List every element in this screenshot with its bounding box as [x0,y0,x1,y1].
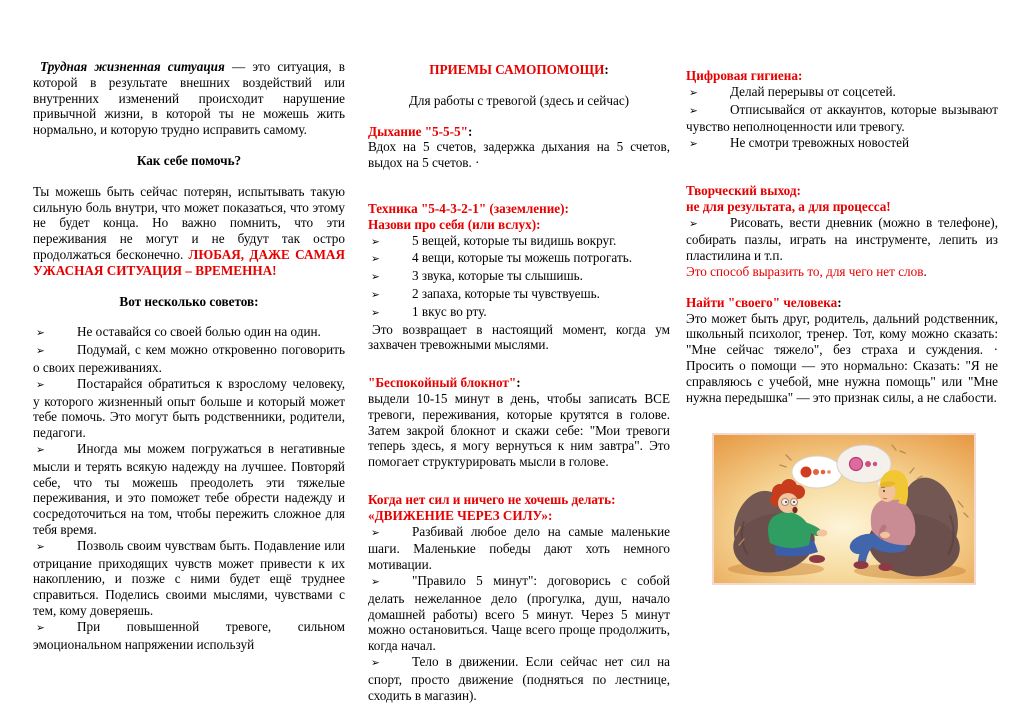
list-item [33,538,345,619]
creative-heading-line2: не для результата, а для процесса! [686,198,891,214]
paragraph-feelings [33,184,345,279]
page-subtitle: Для работы с тревогой (здесь и сейчас) [408,92,630,108]
person-heading [686,295,998,311]
column-middle [368,59,670,703]
bullet-arrow-icon: ➢ [689,104,698,117]
tip-text: Подумай, с кем можно откровенно поговорить о своих переживаниях. [33,342,345,375]
list-item [368,654,670,703]
paragraph-feelings-text: Ты можешь быть сейчас потерян, испытывать такую сильную боль внутри, что может показаться, что этому не будет конца. Но важно помнить, что эти переживания не могут и не будут так остро продолжаться бесконечно. [33,183,345,262]
list-item [368,233,670,251]
person-heading-red: Найти "своего" человека [686,294,838,310]
person-heading-colon: : [837,294,842,310]
creative-note-red: Это способ выразить то, для чего нет слов [686,263,924,279]
movement-item: Разбивай любое дело на самые маленькие шаги. Маленькие победы дают хоть немного мотивации. [368,523,670,573]
heading-tips: Вот несколько советов: [119,293,259,309]
breathing-heading-red: Дыхание "5-5-5" [368,123,468,139]
intro-paragraph [33,59,345,138]
tip-text: Не оставайся со своей болью один на один. [77,324,321,340]
section-find-your-person [686,295,998,406]
column-right [686,59,998,703]
list-item [33,376,345,441]
movement-heading-line2: «ДВИЖЕНИЕ ЧЕРЕЗ СИЛУ»: [368,507,553,523]
grounding-note: Это возвращает в настоящий момент, когда ум захвачен тревожными мыслями. [368,321,670,353]
list-item [368,268,670,286]
section-digital-hygiene [686,68,998,153]
bullet-arrow-icon: ➢ [36,327,45,340]
list-item [33,441,345,538]
breathing-heading [368,124,670,140]
digital-heading: Цифровая гигиена: [686,68,803,83]
illustration-two-people-talking [712,433,976,585]
section-movement [368,492,670,703]
bullet-arrow-icon: ➢ [371,271,380,284]
bullet-arrow-icon: ➢ [689,138,698,151]
bullet-arrow-icon: ➢ [371,306,380,319]
page-title [368,62,670,78]
movement-item: Тело в движении. Если сейчас нет сил на спорт, просто движение (подняться по лестнице, сходить в магазин). [368,653,670,703]
bullet-arrow-icon: ➢ [371,526,380,539]
grounding-heading-line1: Техника "5-4-3-2-1" (заземление): [368,200,569,216]
bullet-arrow-icon: ➢ [36,345,45,358]
intro-definition: — это ситуация, в которой в результате внешних воздействий или внутренних изменений происходит нарушение привычной жизни, в которой ты не можешь жить нормально, и которую трудно исправить самому. [33,59,345,138]
grounding-item: 1 вкус во рту. [412,303,487,319]
tip-text: Иногда мы можем погружаться в негативные мысли и терять всякую надежду на лучшее. Повторяй себе, что ты можешь преодолеть эти тяжелые переживания, и это поможет тебе обрести надежду и сосредоточиться на том, чтобы пережить сложное для тебя время. [33,440,345,537]
tips-list [33,324,345,652]
list-item [686,135,998,153]
notebook-body: выдели 10-15 минут в день, чтобы записать ВСЕ тревоги, переживания, которые крутятся в голове. Затем закрой блокнот и скажи себе: "Мои тревоги теперь здесь, я могу вернуться к ним завтра". Это помогает структурировать мысли в голове. [368,390,670,470]
bullet-arrow-icon: ➢ [36,621,45,634]
grounding-item: 3 звука, которые ты слышишь. [412,268,583,284]
page-title-colon: : [604,62,609,77]
notebook-heading-colon: : [516,375,521,391]
intro-lead-term: Трудная жизненная ситуация [40,59,225,74]
tip-text: При повышенной тревоге, сильном эмоциональном напряжении используй [33,618,345,652]
movement-item: "Правило 5 минут": договорись с собой делать нежеланное дело (прогулка, душ, начало домашней работы) всего 5 минут. Через 5 минут можно остановиться. Чаще всего проще продолжить, когда начал. [368,572,670,654]
bullet-arrow-icon: ➢ [36,540,45,553]
notebook-heading-red: "Беспокойный блокнот" [368,375,517,391]
heading-how-to-help: Как себе помочь? [136,152,242,168]
section-breathing [368,124,670,171]
list-item [368,524,670,573]
section-grounding [368,201,670,353]
bullet-arrow-icon: ➢ [371,253,380,266]
digital-item: Делай перерывы от соцсетей. [730,83,896,99]
grounding-item: 5 вещей, которые ты видишь вокруг. [412,232,617,248]
creative-note [686,264,998,280]
list-item [33,324,345,342]
list-item [368,304,670,322]
notebook-heading [368,375,670,391]
tip-text: Позволь своим чувствам быть. Подавление или отрицание приходящих чувств может привести к их накоплению, и позже с ними будет ещё труднее справиться. Поделись своими мыслями, чувствами с тем, кому доверяешь. [33,537,345,618]
section-notebook [368,375,670,470]
creative-note-period: . [923,263,927,279]
creative-item: Рисовать, вести дневник (можно в телефоне), собирать пазлы, играть на инструменте, лепить из пластилина и т.п. [686,214,998,264]
list-item [368,286,670,304]
list-item [686,102,998,136]
person-body: Это может быть друг, родитель, дальний родственник, школьный психолог, тренер. Тот, кому можно сказать: "Мне сейчас тяжело", без страха и суждения. · Просить о помощи — это нормально: Сказать: "Я не справляюсь с учебой, мне нужна помощь" или "Мне нужна передышка" — это признак силы, а не слабости. [686,310,998,405]
bullet-arrow-icon: ➢ [371,235,380,248]
tip-text: Постарайся обратиться к взрослому человеку, у которого жизненный опыт больше и который может тебе помочь. Это могут быть родственники, родители, педагоги. [33,375,345,441]
breathing-body: Вдох на 5 счетов, задержка дыхания на 5 счетов, выдох на 5 счетов. · [368,139,670,171]
grounding-item: 4 вещи, которые ты можешь потрогать. [412,250,633,266]
temporary-situation-emphasis: ЛЮБАЯ, ДАЖЕ САМАЯ УЖАСНАЯ СИТУАЦИЯ – ВРЕМЕННА! [33,246,345,278]
column-left [33,59,345,703]
list-item [33,342,345,376]
grounding-item: 2 запаха, которые ты чувствуешь. [412,285,600,301]
bullet-arrow-icon: ➢ [689,86,698,99]
list-item [368,250,670,268]
section-creative-outlet [686,183,998,280]
list-item [686,215,998,264]
list-item [686,84,998,102]
bullet-arrow-icon: ➢ [36,443,45,456]
digital-item: Отписывайся от аккаунтов, которые вызывают чувство неполноценности или тревогу. [686,101,998,135]
bullet-arrow-icon: ➢ [689,217,698,230]
movement-heading-line1: Когда нет сил и ничего не хочешь делать: [368,491,616,507]
bullet-arrow-icon: ➢ [36,378,45,391]
bullet-arrow-icon: ➢ [371,656,380,669]
bullet-arrow-icon: ➢ [371,288,380,301]
bullet-arrow-icon: ➢ [371,575,380,588]
list-item [33,619,345,653]
creative-heading-line1: Творческий выход: [686,182,801,198]
page-title-red: ПРИЕМЫ САМОПОМОЩИ [429,62,605,77]
grounding-heading-line2: Назови про себя (или вслух): [368,216,541,232]
list-item [368,573,670,654]
breathing-heading-colon: : [467,123,473,139]
digital-item: Не смотри тревожных новостей [730,135,910,151]
